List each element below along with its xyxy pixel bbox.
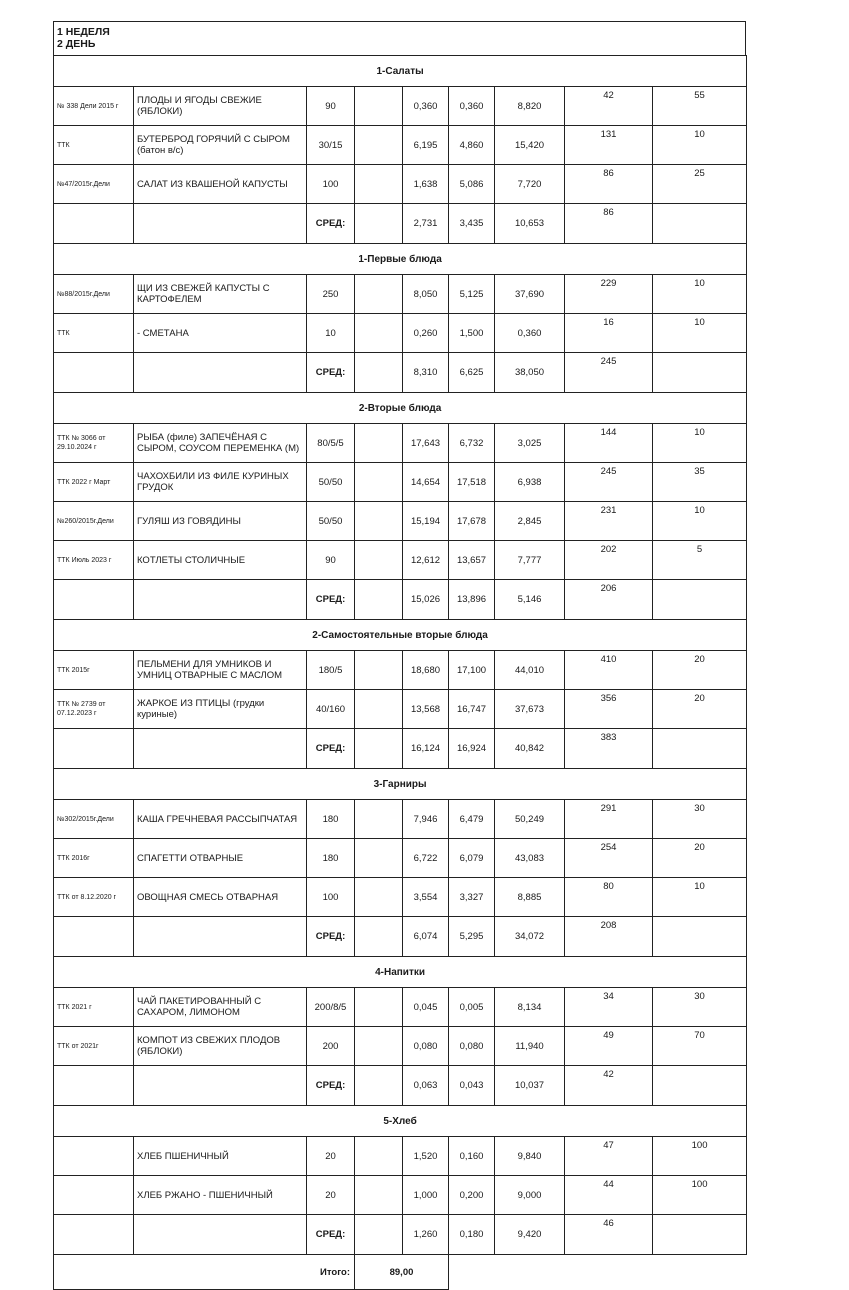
avg-empty-extra: [355, 353, 403, 393]
portion-cell: 180/5: [307, 651, 355, 690]
protein-cell: 1,638: [403, 165, 449, 204]
table-row: [54, 87, 747, 126]
dish-name: ХЛЕБ РЖАНО - ПШЕНИЧНЫЙ: [134, 1176, 307, 1215]
protein-cell: 17,643: [403, 424, 449, 463]
fat-cell: 0,360: [449, 87, 495, 126]
fat-cell: 16,747: [449, 690, 495, 729]
section-title: 1-Первые блюда: [54, 244, 747, 275]
fat-cell: 0,200: [449, 1176, 495, 1215]
avg-empty-vitamin: [653, 353, 747, 393]
avg-empty-name: [134, 729, 307, 769]
avg-protein: 8,310: [403, 353, 449, 393]
recipe-code: ТТК 2022 г Март: [54, 463, 134, 502]
table-row: [54, 463, 747, 502]
protein-cell: 15,194: [403, 502, 449, 541]
section-title: 4-Напитки: [54, 957, 747, 988]
portion-cell: 90: [307, 87, 355, 126]
kcal-cell: 245: [565, 463, 653, 502]
kcal-cell: 202: [565, 541, 653, 580]
avg-label: СРЕД:: [307, 580, 355, 620]
avg-kcal: 46: [565, 1215, 653, 1255]
extra-cell: [355, 839, 403, 878]
portion-cell: 100: [307, 165, 355, 204]
extra-cell: [355, 463, 403, 502]
carbs-cell: 15,420: [495, 126, 565, 165]
total-value: 89,00: [355, 1255, 449, 1290]
average-row: [54, 580, 747, 620]
avg-fat: 6,625: [449, 353, 495, 393]
total-row: [54, 1255, 747, 1290]
dish-name: САЛАТ ИЗ КВАШЕНОЙ КАПУСТЫ: [134, 165, 307, 204]
portion-cell: 40/160: [307, 690, 355, 729]
avg-empty-vitamin: [653, 580, 747, 620]
protein-cell: 8,050: [403, 275, 449, 314]
extra-cell: [355, 1027, 403, 1066]
avg-carbs: 38,050: [495, 353, 565, 393]
portion-cell: 50/50: [307, 502, 355, 541]
kcal-cell: 410: [565, 651, 653, 690]
table-row: [54, 839, 747, 878]
table-row: [54, 424, 747, 463]
carbs-cell: 7,720: [495, 165, 565, 204]
extra-cell: [355, 424, 403, 463]
recipe-code: № 338 Дели 2015 г: [54, 87, 134, 126]
vitamin-cell: 10: [653, 878, 747, 917]
kcal-cell: 86: [565, 165, 653, 204]
extra-cell: [355, 800, 403, 839]
avg-empty-extra: [355, 580, 403, 620]
avg-empty-name: [134, 580, 307, 620]
avg-fat: 13,896: [449, 580, 495, 620]
avg-carbs: 9,420: [495, 1215, 565, 1255]
carbs-cell: 43,083: [495, 839, 565, 878]
protein-cell: 0,260: [403, 314, 449, 353]
dish-name: КОТЛЕТЫ СТОЛИЧНЫЕ: [134, 541, 307, 580]
avg-kcal: 42: [565, 1066, 653, 1106]
avg-label: СРЕД:: [307, 1215, 355, 1255]
recipe-code: ТТК от 8.12.2020 г: [54, 878, 134, 917]
avg-empty-name: [134, 353, 307, 393]
table-row: [54, 502, 747, 541]
kcal-cell: 49: [565, 1027, 653, 1066]
dish-name: ЩИ ИЗ СВЕЖЕЙ КАПУСТЫ С КАРТОФЕЛЕМ: [134, 275, 307, 314]
vitamin-cell: 20: [653, 839, 747, 878]
protein-cell: 6,722: [403, 839, 449, 878]
portion-cell: 180: [307, 800, 355, 839]
kcal-cell: 229: [565, 275, 653, 314]
avg-protein: 16,124: [403, 729, 449, 769]
fat-cell: 3,327: [449, 878, 495, 917]
avg-empty-code: [54, 204, 134, 244]
recipe-code: №260/2015г.Дели: [54, 502, 134, 541]
portion-cell: 10: [307, 314, 355, 353]
section-title: 5-Хлеб: [54, 1106, 747, 1137]
carbs-cell: 6,938: [495, 463, 565, 502]
recipe-code: ТТК: [54, 126, 134, 165]
avg-kcal: 86: [565, 204, 653, 244]
carbs-cell: 37,690: [495, 275, 565, 314]
fat-cell: 17,100: [449, 651, 495, 690]
protein-cell: 18,680: [403, 651, 449, 690]
section-header-row: [54, 769, 747, 800]
portion-cell: 180: [307, 839, 355, 878]
avg-empty-name: [134, 917, 307, 957]
table-row: [54, 690, 747, 729]
extra-cell: [355, 878, 403, 917]
table-row: [54, 1027, 747, 1066]
recipe-code: ТТК № 2739 от 07.12.2023 г: [54, 690, 134, 729]
vitamin-cell: 10: [653, 502, 747, 541]
table-row: [54, 651, 747, 690]
portion-cell: 100: [307, 878, 355, 917]
table-row: [54, 988, 747, 1027]
portion-cell: 90: [307, 541, 355, 580]
average-row: [54, 729, 747, 769]
avg-kcal: 208: [565, 917, 653, 957]
recipe-code: [54, 1137, 134, 1176]
average-row: [54, 204, 747, 244]
avg-empty-code: [54, 917, 134, 957]
avg-kcal: 245: [565, 353, 653, 393]
protein-cell: 0,045: [403, 988, 449, 1027]
protein-cell: 1,000: [403, 1176, 449, 1215]
dish-name: ЖАРКОЕ ИЗ ПТИЦЫ (грудки куриные): [134, 690, 307, 729]
carbs-cell: 9,000: [495, 1176, 565, 1215]
fat-cell: 17,678: [449, 502, 495, 541]
protein-cell: 1,520: [403, 1137, 449, 1176]
table-row: [54, 541, 747, 580]
extra-cell: [355, 275, 403, 314]
avg-carbs: 10,037: [495, 1066, 565, 1106]
dish-name: ЧАХОХБИЛИ ИЗ ФИЛЕ КУРИНЫХ ГРУДОК: [134, 463, 307, 502]
fat-cell: 0,005: [449, 988, 495, 1027]
carbs-cell: 8,820: [495, 87, 565, 126]
avg-protein: 2,731: [403, 204, 449, 244]
section-title: 1-Салаты: [54, 56, 747, 87]
protein-cell: 7,946: [403, 800, 449, 839]
recipe-code: №88/2015г.Дели: [54, 275, 134, 314]
dish-name: ПЕЛЬМЕНИ ДЛЯ УМНИКОВ И УМНИЦ ОТВАРНЫЕ С МАСЛОМ: [134, 651, 307, 690]
extra-cell: [355, 541, 403, 580]
portion-cell: 20: [307, 1176, 355, 1215]
sheet-header: [53, 21, 746, 55]
carbs-cell: 50,249: [495, 800, 565, 839]
avg-empty-vitamin: [653, 204, 747, 244]
protein-cell: 3,554: [403, 878, 449, 917]
avg-protein: 1,260: [403, 1215, 449, 1255]
extra-cell: [355, 87, 403, 126]
avg-fat: 16,924: [449, 729, 495, 769]
table-row: [54, 275, 747, 314]
menu-table: [53, 55, 747, 1290]
avg-empty-code: [54, 1215, 134, 1255]
kcal-cell: 254: [565, 839, 653, 878]
recipe-code: ТТК № 3066 от 29.10.2024 г: [54, 424, 134, 463]
vitamin-cell: 100: [653, 1137, 747, 1176]
section-header-row: [54, 244, 747, 275]
table-row: [54, 1137, 747, 1176]
fat-cell: 6,732: [449, 424, 495, 463]
avg-fat: 3,435: [449, 204, 495, 244]
vitamin-cell: 70: [653, 1027, 747, 1066]
dish-name: ЧАЙ ПАКЕТИРОВАННЫЙ С САХАРОМ, ЛИМОНОМ: [134, 988, 307, 1027]
avg-empty-extra: [355, 1066, 403, 1106]
avg-fat: 0,043: [449, 1066, 495, 1106]
vitamin-cell: 35: [653, 463, 747, 502]
recipe-code: ТТК: [54, 314, 134, 353]
avg-kcal: 206: [565, 580, 653, 620]
kcal-cell: 356: [565, 690, 653, 729]
protein-cell: 13,568: [403, 690, 449, 729]
kcal-cell: 291: [565, 800, 653, 839]
carbs-cell: 9,840: [495, 1137, 565, 1176]
vitamin-cell: 10: [653, 126, 747, 165]
portion-cell: 200: [307, 1027, 355, 1066]
avg-empty-vitamin: [653, 729, 747, 769]
avg-label: СРЕД:: [307, 353, 355, 393]
section-header-row: [54, 957, 747, 988]
avg-empty-extra: [355, 917, 403, 957]
extra-cell: [355, 1176, 403, 1215]
table-row: [54, 314, 747, 353]
avg-protein: 0,063: [403, 1066, 449, 1106]
dish-name: БУТЕРБРОД ГОРЯЧИЙ С СЫРОМ (батон в/с): [134, 126, 307, 165]
section-header-row: [54, 393, 747, 424]
vitamin-cell: 20: [653, 690, 747, 729]
fat-cell: 5,086: [449, 165, 495, 204]
recipe-code: ТТК 2021 г: [54, 988, 134, 1027]
fat-cell: 17,518: [449, 463, 495, 502]
carbs-cell: 7,777: [495, 541, 565, 580]
table-row: [54, 1176, 747, 1215]
average-row: [54, 353, 747, 393]
avg-empty-extra: [355, 204, 403, 244]
section-title: 2-Вторые блюда: [54, 393, 747, 424]
vitamin-cell: 5: [653, 541, 747, 580]
vitamin-cell: 20: [653, 651, 747, 690]
carbs-cell: 44,010: [495, 651, 565, 690]
extra-cell: [355, 1137, 403, 1176]
avg-empty-name: [134, 1215, 307, 1255]
kcal-cell: 231: [565, 502, 653, 541]
portion-cell: 20: [307, 1137, 355, 1176]
protein-cell: 0,360: [403, 87, 449, 126]
avg-empty-code: [54, 1066, 134, 1106]
avg-empty-name: [134, 1066, 307, 1106]
vitamin-cell: 25: [653, 165, 747, 204]
recipe-code: ТТК 2016г: [54, 839, 134, 878]
fat-cell: 13,657: [449, 541, 495, 580]
extra-cell: [355, 651, 403, 690]
carbs-cell: 11,940: [495, 1027, 565, 1066]
protein-cell: 12,612: [403, 541, 449, 580]
avg-empty-code: [54, 353, 134, 393]
table-row: [54, 165, 747, 204]
fat-cell: 4,860: [449, 126, 495, 165]
avg-empty-vitamin: [653, 1215, 747, 1255]
section-header-row: [54, 1106, 747, 1137]
avg-label: СРЕД:: [307, 729, 355, 769]
day-label: 2 ДЕНЬ: [57, 38, 96, 50]
section-header-row: [54, 620, 747, 651]
vitamin-cell: 100: [653, 1176, 747, 1215]
dish-name: ОВОЩНАЯ СМЕСЬ ОТВАРНАЯ: [134, 878, 307, 917]
dish-name: - СМЕТАНА: [134, 314, 307, 353]
portion-cell: 250: [307, 275, 355, 314]
kcal-cell: 144: [565, 424, 653, 463]
dish-name: КОМПОТ ИЗ СВЕЖИХ ПЛОДОВ (ЯБЛОКИ): [134, 1027, 307, 1066]
carbs-cell: 2,845: [495, 502, 565, 541]
section-title: 2-Самостоятельные вторые блюда: [54, 620, 747, 651]
fat-cell: 0,160: [449, 1137, 495, 1176]
table-row: [54, 126, 747, 165]
portion-cell: 50/50: [307, 463, 355, 502]
vitamin-cell: 55: [653, 87, 747, 126]
protein-cell: 14,654: [403, 463, 449, 502]
kcal-cell: 80: [565, 878, 653, 917]
fat-cell: 6,079: [449, 839, 495, 878]
dish-name: РЫБА (филе) ЗАПЕЧЁНАЯ С СЫРОМ, СОУСОМ ПЕРЕМЕНКА (М): [134, 424, 307, 463]
kcal-cell: 47: [565, 1137, 653, 1176]
protein-cell: 0,080: [403, 1027, 449, 1066]
avg-carbs: 10,653: [495, 204, 565, 244]
avg-label: СРЕД:: [307, 204, 355, 244]
recipe-code: №47/2015г.Дели: [54, 165, 134, 204]
carbs-cell: 3,025: [495, 424, 565, 463]
carbs-cell: 8,134: [495, 988, 565, 1027]
fat-cell: 0,080: [449, 1027, 495, 1066]
dish-name: ГУЛЯШ ИЗ ГОВЯДИНЫ: [134, 502, 307, 541]
table-row: [54, 800, 747, 839]
avg-kcal: 383: [565, 729, 653, 769]
avg-label: СРЕД:: [307, 917, 355, 957]
dish-name: КАША ГРЕЧНЕВАЯ РАССЫПЧАТАЯ: [134, 800, 307, 839]
average-row: [54, 917, 747, 957]
avg-fat: 5,295: [449, 917, 495, 957]
fat-cell: 6,479: [449, 800, 495, 839]
vitamin-cell: 30: [653, 988, 747, 1027]
kcal-cell: 42: [565, 87, 653, 126]
kcal-cell: 16: [565, 314, 653, 353]
section-title: 3-Гарниры: [54, 769, 747, 800]
kcal-cell: 131: [565, 126, 653, 165]
portion-cell: 80/5/5: [307, 424, 355, 463]
extra-cell: [355, 502, 403, 541]
dish-name: ПЛОДЫ И ЯГОДЫ СВЕЖИЕ (ЯБЛОКИ): [134, 87, 307, 126]
avg-carbs: 34,072: [495, 917, 565, 957]
portion-cell: 30/15: [307, 126, 355, 165]
avg-label: СРЕД:: [307, 1066, 355, 1106]
carbs-cell: 8,885: [495, 878, 565, 917]
vitamin-cell: 10: [653, 424, 747, 463]
dish-name: ХЛЕБ ПШЕНИЧНЫЙ: [134, 1137, 307, 1176]
recipe-code: ТТК от 2021г: [54, 1027, 134, 1066]
avg-fat: 0,180: [449, 1215, 495, 1255]
portion-cell: 200/8/5: [307, 988, 355, 1027]
recipe-code: [54, 1176, 134, 1215]
avg-empty-code: [54, 729, 134, 769]
menu-sheet: [53, 21, 746, 1290]
extra-cell: [355, 165, 403, 204]
vitamin-cell: 10: [653, 275, 747, 314]
avg-empty-name: [134, 204, 307, 244]
week-label: 1 НЕДЕЛЯ: [57, 26, 110, 38]
avg-protein: 6,074: [403, 917, 449, 957]
average-row: [54, 1066, 747, 1106]
avg-carbs: 5,146: [495, 580, 565, 620]
extra-cell: [355, 126, 403, 165]
avg-carbs: 40,842: [495, 729, 565, 769]
fat-cell: 5,125: [449, 275, 495, 314]
avg-empty-code: [54, 580, 134, 620]
total-label: Итого:: [54, 1255, 355, 1290]
vitamin-cell: 30: [653, 800, 747, 839]
avg-protein: 15,026: [403, 580, 449, 620]
extra-cell: [355, 988, 403, 1027]
avg-empty-extra: [355, 1215, 403, 1255]
protein-cell: 6,195: [403, 126, 449, 165]
extra-cell: [355, 314, 403, 353]
recipe-code: ТТК Июль 2023 г: [54, 541, 134, 580]
avg-empty-vitamin: [653, 917, 747, 957]
extra-cell: [355, 690, 403, 729]
kcal-cell: 34: [565, 988, 653, 1027]
recipe-code: ТТК 2015г: [54, 651, 134, 690]
average-row: [54, 1215, 747, 1255]
avg-empty-extra: [355, 729, 403, 769]
recipe-code: №302/2015г.Дели: [54, 800, 134, 839]
carbs-cell: 37,673: [495, 690, 565, 729]
dish-name: СПАГЕТТИ ОТВАРНЫЕ: [134, 839, 307, 878]
section-header-row: [54, 56, 747, 87]
kcal-cell: 44: [565, 1176, 653, 1215]
avg-empty-vitamin: [653, 1066, 747, 1106]
vitamin-cell: 10: [653, 314, 747, 353]
carbs-cell: 0,360: [495, 314, 565, 353]
fat-cell: 1,500: [449, 314, 495, 353]
table-row: [54, 878, 747, 917]
